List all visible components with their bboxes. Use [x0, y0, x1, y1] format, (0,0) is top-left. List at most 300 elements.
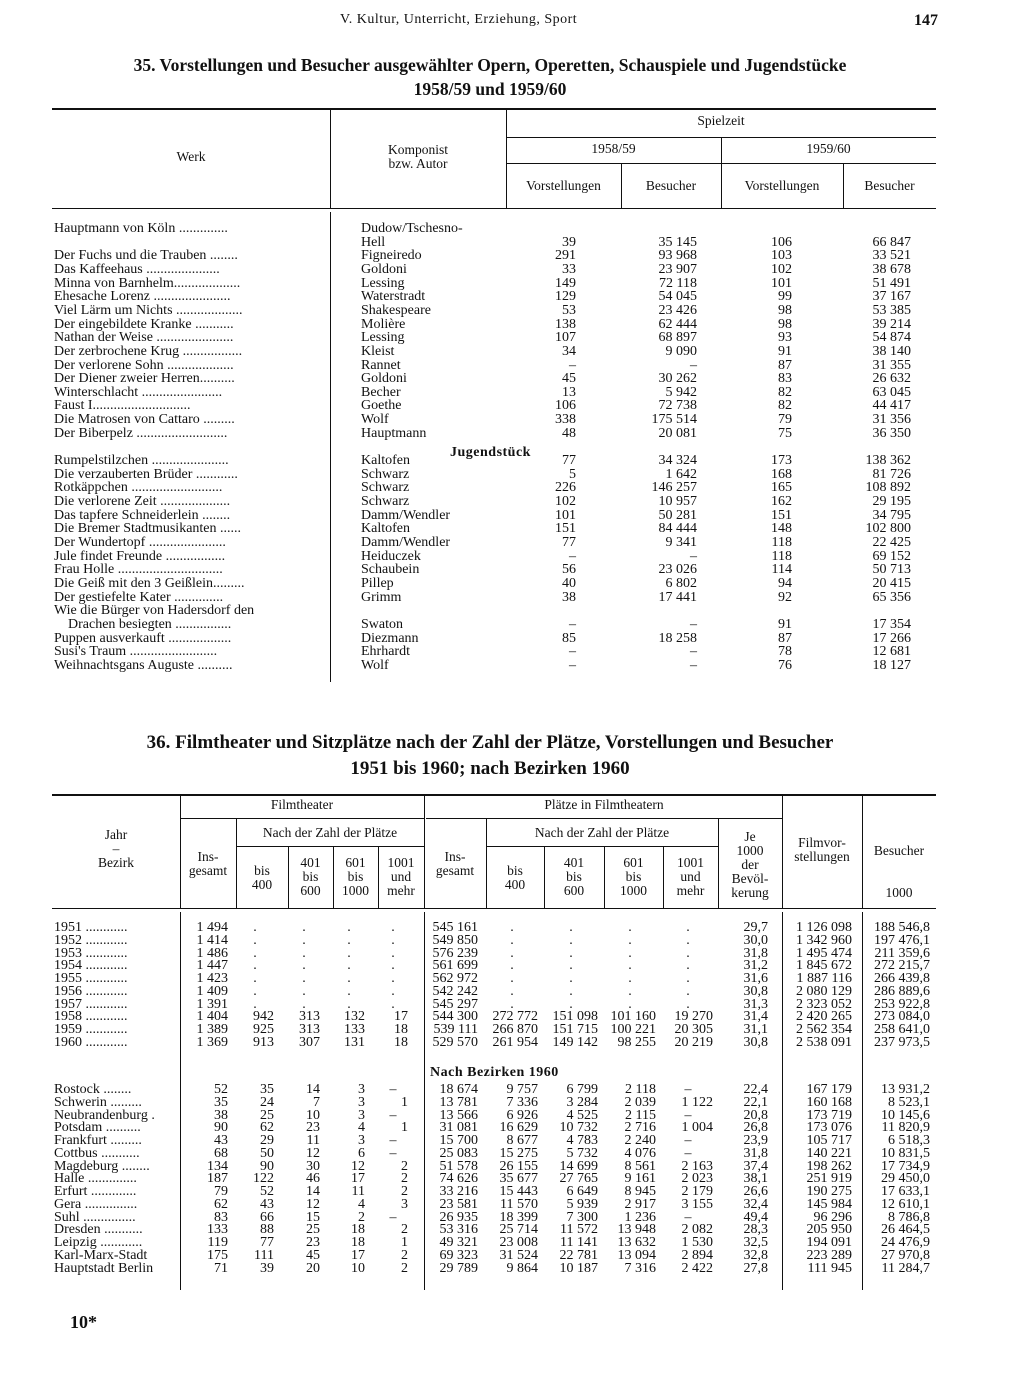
besucher-1959-cell: 38 140 — [872, 344, 911, 359]
cell-pc: . — [628, 971, 632, 986]
cell-pd: . — [686, 997, 690, 1012]
table-35-subheader: Jugendstück — [450, 445, 531, 460]
cell-bes: 17 734,9 — [881, 1159, 930, 1174]
cell-pb: 149 142 — [552, 1035, 598, 1050]
vorstellungen-1958-cell: 129 — [555, 289, 576, 304]
besucher-1959-cell: 108 892 — [865, 480, 911, 495]
cell-d: . — [391, 933, 395, 948]
vorstellungen-1958-cell: 38 — [562, 590, 576, 605]
cell-ins: 1 486 — [196, 946, 228, 961]
cell-b: 20 — [306, 1261, 320, 1276]
cell-pins: 49 321 — [439, 1235, 478, 1250]
besucher-1958-cell: 34 324 — [658, 453, 697, 468]
district-label: Erfurt ............. — [54, 1184, 137, 1199]
col-header-besucher-1: Besucher — [645, 178, 697, 193]
cell-b: . — [302, 997, 306, 1012]
werk-cell: Weihnachtsgans Auguste .......... — [54, 658, 233, 673]
werk-cell: Die verzauberten Brüder ............ — [54, 467, 238, 482]
vorstellungen-1958-cell: 53 — [562, 303, 576, 318]
cell-a: 52 — [260, 1184, 274, 1199]
cell-pd: 2 894 — [681, 1248, 713, 1263]
cell-pd: . — [686, 984, 690, 999]
cell-d: . — [391, 958, 395, 973]
cell-je: 27,8 — [743, 1261, 768, 1276]
cell-bes: 24 476,9 — [881, 1235, 930, 1250]
cell-d: – — [389, 1210, 397, 1225]
cell-je: 37,4 — [743, 1159, 768, 1174]
col-header-fv1: Filmvor- — [798, 835, 846, 850]
cell-d: – — [389, 1146, 397, 1161]
cell-a: 50 — [260, 1146, 274, 1161]
cell-je: 31,1 — [743, 1022, 768, 1037]
vorstellungen-1958-cell: – — [569, 644, 576, 659]
cell-pd: . — [686, 971, 690, 986]
autor-cell: Lessing — [361, 330, 405, 345]
section-title: V. Kultur, Unterricht, Erziehung, Sport — [340, 12, 578, 27]
besucher-1959-cell: 39 214 — [872, 317, 911, 332]
col-header-werk: Werk — [176, 149, 206, 164]
cell-pb: 5 732 — [566, 1146, 598, 1161]
cell-je: 31,2 — [743, 958, 768, 973]
autor-cell: Heiduczek — [361, 549, 421, 564]
cell-fv: 145 984 — [806, 1197, 852, 1212]
besucher-1958-cell: – — [690, 358, 697, 373]
cell-a: 90 — [260, 1159, 274, 1174]
cell-pd: 20 305 — [674, 1022, 713, 1037]
cell-b: 25 — [306, 1222, 320, 1237]
vorstellungen-1959-cell: 151 — [771, 508, 792, 523]
vorstellungen-1959-cell: 98 — [778, 317, 792, 332]
cell-d: 17 — [394, 1009, 408, 1024]
besucher-1958-cell: 20 081 — [658, 426, 697, 441]
cell-b: . — [302, 971, 306, 986]
year-label: 1956 ............ — [54, 984, 128, 999]
table-36-title-line2: 1951 bis 1960; nach Bezirken 1960 — [350, 758, 630, 779]
cell-b: 23 — [306, 1235, 320, 1250]
besucher-1958-cell: 17 441 — [658, 590, 697, 605]
cell-c: 132 — [344, 1009, 365, 1024]
cell-d: 3 — [401, 1197, 408, 1212]
district-label: Rostock ........ — [54, 1082, 132, 1097]
cell-bes: 272 215,7 — [874, 958, 930, 973]
year-label: 1959 ............ — [54, 1022, 128, 1037]
werk-cell: Rumpelstilzchen ...................... — [54, 453, 229, 468]
cell-pa: 8 677 — [506, 1133, 538, 1148]
cell-pa: . — [510, 946, 514, 961]
autor-cell: Wolf — [361, 412, 389, 427]
cell-ins: 52 — [214, 1082, 228, 1097]
cell-b: 7 — [313, 1095, 320, 1110]
cell-pb: . — [569, 997, 573, 1012]
cell-pa: 18 399 — [499, 1210, 538, 1225]
district-label: Leipzig ............ — [54, 1235, 143, 1250]
cell-ins: 71 — [214, 1261, 228, 1276]
col-header-spielzeit: Spielzeit — [697, 113, 745, 128]
cell-b: 15 — [306, 1210, 320, 1225]
cell-pd: 1 004 — [681, 1120, 713, 1135]
cell-pd: . — [686, 958, 690, 973]
cell-d: . — [391, 946, 395, 961]
werk-cell: Ehesache Lorenz ...................... — [54, 289, 231, 304]
cell-pb: 151 098 — [552, 1009, 598, 1024]
cell-bes: 11 284,7 — [881, 1261, 930, 1276]
cell-pa: . — [510, 997, 514, 1012]
vorstellungen-1958-cell: – — [569, 658, 576, 673]
besucher-1959-cell: 26 632 — [872, 371, 911, 386]
cell-je: 30,0 — [743, 933, 768, 948]
cell-pb: 151 715 — [552, 1022, 598, 1037]
cell-pb: . — [569, 946, 573, 961]
besucher-1959-cell: 17 354 — [872, 617, 911, 632]
werk-cell: Der Wundertopf ...................... — [54, 535, 226, 550]
cell-a: 77 — [260, 1235, 274, 1250]
werk-cell: Frau Holle .............................. — [54, 562, 223, 577]
cell-je: 30,8 — [743, 984, 768, 999]
cell-b: 45 — [306, 1248, 320, 1263]
autor-cell: Damm/Wendler — [361, 535, 451, 550]
col-header-p-bis-3: bis — [625, 869, 642, 884]
district-label: Schwerin ......... — [54, 1095, 142, 1110]
cell-ins: 133 — [207, 1222, 228, 1237]
cell-pa: 272 772 — [492, 1009, 538, 1024]
cell-c: . — [347, 997, 351, 1012]
besucher-1958-cell: 84 444 — [658, 521, 697, 536]
cell-d: 18 — [394, 1022, 408, 1037]
cell-pa: 23 008 — [499, 1235, 538, 1250]
cell-b: . — [302, 946, 306, 961]
cell-fv: 251 919 — [806, 1171, 852, 1186]
cell-pa: 25 714 — [499, 1222, 538, 1237]
cell-bes: 258 641,0 — [874, 1022, 930, 1037]
cell-ins: 1 414 — [196, 933, 228, 948]
cell-pins: 15 700 — [439, 1133, 478, 1148]
vorstellungen-1959-cell: 79 — [778, 412, 792, 427]
page-number: 147 — [914, 12, 938, 29]
cell-ins: 1 494 — [196, 920, 228, 935]
autor-cell: Molière — [361, 317, 406, 332]
cell-pc: 2 716 — [624, 1120, 656, 1135]
besucher-1959-cell: 18 127 — [872, 658, 911, 673]
vorstellungen-1958-cell: 13 — [562, 385, 576, 400]
district-label: Karl-Marx-Stadt — [54, 1248, 148, 1263]
vorstellungen-1958-cell: 45 — [562, 371, 576, 386]
cell-fv: 1 887 116 — [796, 971, 852, 986]
besucher-1959-cell: 63 045 — [872, 385, 911, 400]
autor-cell: Pillep — [361, 576, 394, 591]
cell-ins: 62 — [214, 1197, 228, 1212]
cell-je: 31,8 — [743, 946, 768, 961]
cell-fv: 205 950 — [806, 1222, 852, 1237]
besucher-1959-cell: 69 152 — [872, 549, 911, 564]
cell-pc: 2 917 — [624, 1197, 656, 1212]
werk-cell: Susi's Traum ......................... — [54, 644, 218, 659]
autor-cell: Kaltofen — [361, 521, 410, 536]
cell-d: . — [391, 984, 395, 999]
rule — [486, 846, 718, 847]
table-36-header-rule — [52, 908, 936, 909]
cell-a: . — [253, 997, 257, 1012]
cell-pa: 26 155 — [499, 1159, 538, 1174]
cell-ins: 1 404 — [196, 1009, 228, 1024]
cell-c: . — [347, 958, 351, 973]
cell-pd: 2 422 — [681, 1261, 713, 1276]
cell-fv: 198 262 — [806, 1159, 852, 1174]
cell-bes: 10 831,5 — [881, 1146, 930, 1161]
cell-b: 313 — [299, 1009, 320, 1024]
cell-pa: . — [510, 984, 514, 999]
col-header-1958: 1958/59 — [591, 141, 636, 156]
besucher-1958-cell: 72 738 — [658, 398, 697, 413]
cell-pa: 6 926 — [506, 1108, 538, 1123]
cell-pd: – — [684, 1210, 692, 1225]
district-label: Neubrandenburg . — [54, 1108, 155, 1123]
cell-pc: . — [628, 958, 632, 973]
cell-pins: 51 578 — [439, 1159, 478, 1174]
cell-bes: 6 518,3 — [888, 1133, 930, 1148]
cell-fv: 111 945 — [807, 1261, 852, 1276]
besucher-1959-cell: 66 847 — [872, 235, 911, 250]
cell-je: 31,4 — [743, 1009, 768, 1024]
vorstellungen-1958-cell: 33 — [562, 262, 576, 277]
cell-d: 1 — [401, 1095, 408, 1110]
cell-je: 23,9 — [743, 1133, 768, 1148]
cell-pc: . — [628, 946, 632, 961]
col-header-p-400: 400 — [504, 877, 526, 892]
cell-je: 26,6 — [743, 1184, 768, 1199]
autor-cell: Goldoni — [361, 371, 407, 386]
cell-pc: 9 161 — [624, 1171, 656, 1186]
cell-pc: 2 039 — [624, 1095, 656, 1110]
cell-pins: 53 316 — [439, 1222, 478, 1237]
cell-bes: 17 633,1 — [881, 1184, 930, 1199]
vorstellungen-1959-cell: 91 — [778, 617, 792, 632]
district-label: Potsdam .......... — [54, 1120, 141, 1135]
cell-je: 32,8 — [743, 1248, 768, 1263]
cell-d: . — [391, 997, 395, 1012]
cell-a: 111 — [254, 1248, 274, 1263]
cell-pa: 9 864 — [506, 1261, 538, 1276]
cell-pb: . — [569, 933, 573, 948]
vorstellungen-1958-cell: 40 — [562, 576, 576, 591]
col-header-bezirk: Bezirk — [98, 855, 134, 870]
cell-pins: 18 674 — [439, 1082, 478, 1097]
col-header-p-mehr: mehr — [676, 883, 705, 898]
vorstellungen-1959-cell: 78 — [778, 644, 792, 659]
col-header-mehr: mehr — [387, 883, 415, 898]
cell-c: 3 — [358, 1095, 365, 1110]
vorstellungen-1959-cell: 168 — [771, 467, 792, 482]
year-label: 1957 ............ — [54, 997, 128, 1012]
rule — [236, 846, 424, 847]
besucher-1958-cell: 23 907 — [658, 262, 697, 277]
cell-fv: 1 845 672 — [796, 958, 852, 973]
cell-bes: 237 973,5 — [874, 1035, 930, 1050]
cell-je: 30,8 — [743, 1035, 768, 1050]
cell-a: 39 — [260, 1261, 274, 1276]
table-36-title — [40, 730, 940, 782]
vorstellungen-1959-cell: 99 — [778, 289, 792, 304]
vorstellungen-1959-cell: 173 — [771, 453, 792, 468]
cell-pb: 6 799 — [566, 1082, 598, 1097]
cell-b: 12 — [306, 1146, 320, 1161]
col-header-jahr: Jahr — [104, 827, 128, 842]
vorstellungen-1959-cell: 114 — [771, 562, 792, 577]
cell-c: . — [347, 971, 351, 986]
rule — [426, 818, 782, 819]
cell-pb: . — [569, 971, 573, 986]
cell-c: 6 — [358, 1146, 365, 1161]
besucher-1959-cell: 12 681 — [872, 644, 911, 659]
col-header-pins2: gesamt — [435, 863, 475, 878]
vorstellungen-1959-cell: 76 — [778, 658, 792, 673]
cell-pins: 13 781 — [439, 1095, 478, 1110]
cell-bes: 211 359,6 — [874, 946, 930, 961]
vorstellungen-1958-cell: 48 — [562, 426, 576, 441]
cell-pb: 22 781 — [559, 1248, 598, 1263]
cell-fv: 2 080 129 — [796, 984, 852, 999]
vorstellungen-1958-cell: 56 — [562, 562, 576, 577]
cell-b: . — [302, 920, 306, 935]
col-header-je2: 1000 — [736, 843, 764, 858]
cell-ins: 83 — [214, 1210, 228, 1225]
cell-je: 29,7 — [743, 920, 768, 935]
cell-pc: 98 255 — [617, 1035, 656, 1050]
cell-bes: 27 970,8 — [881, 1248, 930, 1263]
cell-a: 942 — [253, 1009, 274, 1024]
col-header-besucher: Besucher — [873, 843, 925, 858]
vorstellungen-1959-cell: 165 — [771, 480, 792, 495]
col-header-je4: Bevöl- — [731, 871, 769, 886]
cell-pa: 7 336 — [506, 1095, 538, 1110]
vorstellungen-1959-cell: 162 — [771, 494, 792, 509]
cell-a: 62 — [260, 1120, 274, 1135]
vorstellungen-1959-cell: 87 — [778, 358, 792, 373]
cell-je: 49,4 — [743, 1210, 768, 1225]
year-label: 1955 ............ — [54, 971, 128, 986]
werk-cell: Wie die Bürger von Hadersdorf den — [54, 603, 255, 618]
cell-c: . — [347, 946, 351, 961]
werk-cell: Der Biberpelz .......................... — [54, 426, 228, 441]
cell-pins: 74 626 — [439, 1171, 478, 1186]
cell-pc: . — [628, 997, 632, 1012]
cell-ins: 90 — [214, 1120, 228, 1135]
besucher-1959-cell: 31 356 — [872, 412, 911, 427]
werk-cell: Die verlorene Zeit .................... — [54, 494, 231, 509]
cell-a: 43 — [260, 1197, 274, 1212]
col-header-vorstellungen-1: Vorstellungen — [526, 178, 601, 193]
cell-bes: 29 450,0 — [881, 1171, 930, 1186]
cell-bes: 253 922,8 — [874, 997, 930, 1012]
cell-d: 2 — [401, 1261, 408, 1276]
vorstellungen-1958-cell: 102 — [555, 494, 576, 509]
besucher-1958-cell: – — [690, 549, 697, 564]
cell-a: . — [253, 946, 257, 961]
cell-pd: – — [684, 1082, 692, 1097]
district-label: Hauptstadt Berlin — [54, 1261, 154, 1276]
cell-d: 18 — [394, 1035, 408, 1050]
cell-b: 23 — [306, 1120, 320, 1135]
cell-pb: . — [569, 958, 573, 973]
col-header-400: 400 — [251, 877, 273, 892]
cell-je: 38,1 — [743, 1171, 768, 1186]
cell-pc: 13 094 — [617, 1248, 656, 1263]
besucher-1959-cell: 36 350 — [872, 426, 911, 441]
besucher-1958-cell: 62 444 — [658, 317, 697, 332]
col-header-besucher-2: Besucher — [864, 178, 915, 193]
vorstellungen-1959-cell: 118 — [771, 535, 792, 550]
cell-pc: 2 118 — [625, 1082, 656, 1097]
besucher-1958-cell: 23 426 — [658, 303, 697, 318]
cell-pc: . — [628, 984, 632, 999]
werk-cell: Die Bremer Stadtmusikanten ...... — [54, 521, 242, 536]
cell-d: 1 — [401, 1120, 408, 1135]
cell-d: . — [391, 971, 395, 986]
besucher-1958-cell: 18 258 — [658, 631, 697, 646]
col-header-je1: Je — [744, 829, 756, 844]
district-label: Gera ............... — [54, 1197, 138, 1212]
autor-cell: Schwarz — [361, 494, 410, 509]
col-header-fv2: stellungen — [794, 849, 850, 864]
besucher-1958-cell: – — [690, 644, 697, 659]
col-header-nach-zahl-1: Nach der Zahl der Plätze — [262, 825, 398, 840]
besucher-1959-cell: 54 874 — [872, 330, 911, 345]
vorstellungen-1959-cell: 82 — [778, 398, 792, 413]
besucher-1958-cell: 54 045 — [658, 289, 697, 304]
table-35-header-rule — [52, 208, 936, 209]
besucher-1959-cell: 44 417 — [872, 398, 911, 413]
besucher-1958-cell: 23 026 — [658, 562, 697, 577]
cell-pc: 8 561 — [624, 1159, 656, 1174]
cell-pa: 9 757 — [506, 1082, 538, 1097]
vorstellungen-1959-cell: 93 — [778, 330, 792, 345]
cell-pa: . — [510, 933, 514, 948]
vorstellungen-1958-cell: 149 — [555, 276, 576, 291]
cell-bes: 286 889,6 — [874, 984, 930, 999]
besucher-1959-cell: 17 266 — [872, 631, 911, 646]
cell-b: 11 — [306, 1133, 320, 1148]
werk-cell: Drachen besiegten ................ — [54, 617, 232, 632]
cell-pins: 31 081 — [439, 1120, 478, 1135]
besucher-1958-cell: 1 642 — [665, 467, 697, 482]
autor-cell: Damm/Wendler — [361, 508, 451, 523]
vorstellungen-1959-cell: 75 — [778, 426, 792, 441]
vorstellungen-1958-cell: 101 — [555, 508, 576, 523]
signature-mark: 10* — [70, 1312, 97, 1332]
cell-fv: 1 342 960 — [796, 933, 852, 948]
besucher-1958-cell: 68 897 — [658, 330, 697, 345]
cell-pb: 11 572 — [560, 1222, 598, 1237]
cell-pd: 2 023 — [681, 1171, 713, 1186]
cell-pb: 11 141 — [560, 1235, 598, 1250]
cell-pd: 2 082 — [681, 1222, 713, 1237]
cell-c: 4 — [358, 1120, 365, 1135]
cell-je: 26,8 — [743, 1120, 768, 1135]
col-header-1001: 1001 — [387, 855, 415, 870]
werk-cell: Der eingebildete Kranke ........... — [54, 317, 234, 332]
cell-pb: 3 284 — [566, 1095, 598, 1110]
cell-pc: 101 160 — [610, 1009, 656, 1024]
cell-pc: 13 632 — [617, 1235, 656, 1250]
table-36-subheader: Nach Bezirken 1960 — [430, 1065, 559, 1080]
vorstellungen-1959-cell: 102 — [771, 262, 792, 277]
col-header-ins2: gesamt — [188, 863, 228, 878]
cell-pc: 1 236 — [624, 1210, 656, 1225]
vorstellungen-1959-cell: 91 — [778, 344, 792, 359]
cell-pc: 8 945 — [624, 1184, 656, 1199]
besucher-1958-cell: 146 257 — [651, 480, 697, 495]
autor-cell: Rannet — [361, 358, 401, 373]
col-header-p-601: 601 — [623, 855, 644, 870]
